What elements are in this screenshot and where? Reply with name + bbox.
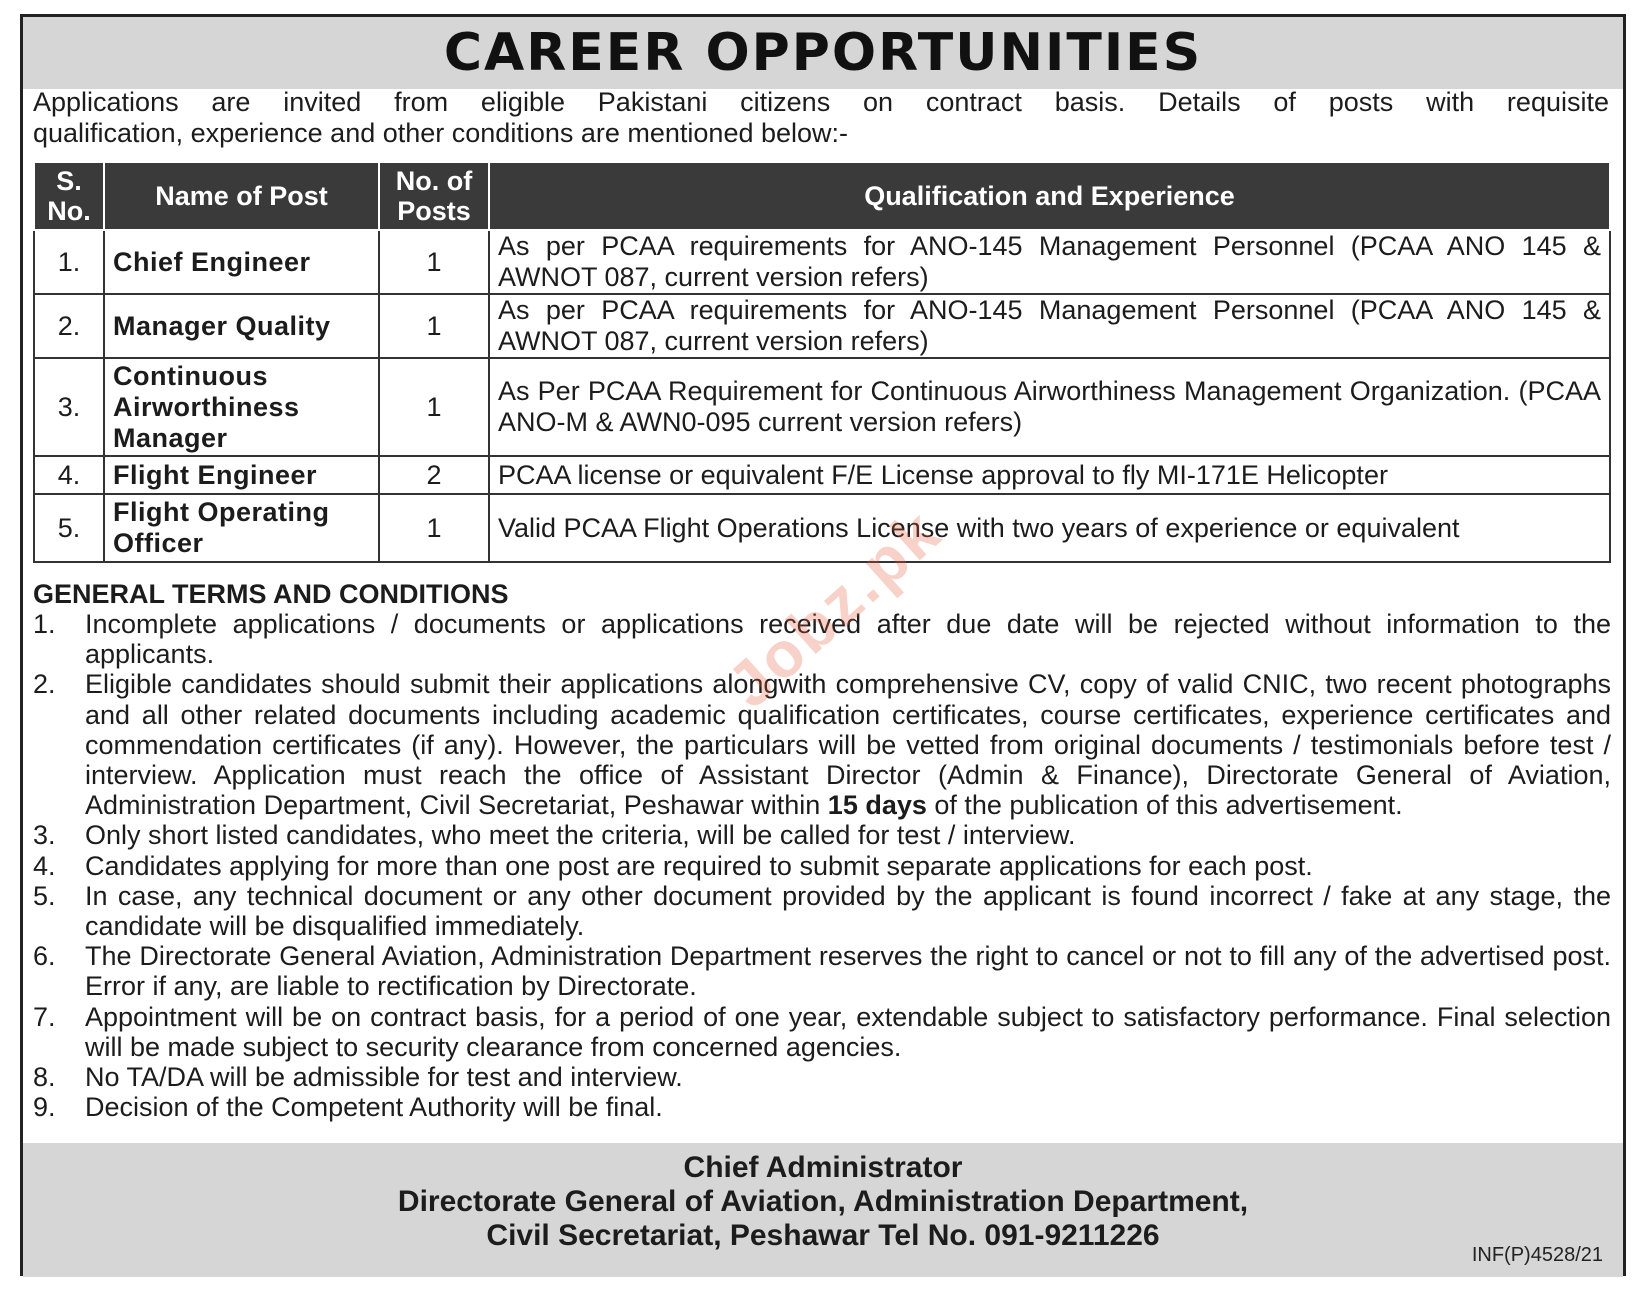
list-item — [33, 609, 1611, 669]
row-sno: 4. — [34, 456, 104, 494]
term-text: In case, any technical document or any other document provided by the applicant is found incorrect / fake at any stage, the candidate will be disqualified immediately. — [85, 880, 1611, 942]
advertisement — [20, 14, 1626, 1276]
term-deadline: 15 days — [827, 790, 927, 821]
row-post-name: Flight Operating Officer — [104, 494, 379, 562]
list-item — [33, 669, 1611, 820]
row-post-count: 1 — [379, 294, 489, 358]
footer-department: Directorate General of Aviation, Administration Department, — [397, 1185, 1249, 1218]
term-number: 6. — [33, 941, 56, 972]
list-item — [33, 941, 1611, 1001]
row-sno: 5. — [34, 494, 104, 562]
row-qualification: As Per PCAA Requirement for Continuous Airworthiness Management Organization. (PCAA ANO-M & AWN0-095 current version refers) — [489, 358, 1610, 456]
term-text: Candidates applying for more than one post are required to submit separate applications for each post. — [85, 850, 1313, 881]
watermark: Jobz.pk — [713, 494, 955, 722]
intro-paragraph — [33, 87, 1609, 149]
row-post-count: 1 — [379, 358, 489, 456]
table-row — [34, 358, 1610, 456]
posts-table — [33, 161, 1611, 563]
row-sno: 1. — [34, 230, 104, 294]
row-post-name: Manager Quality — [104, 294, 379, 358]
table-row — [34, 456, 1610, 494]
term-text — [85, 669, 1611, 820]
term-number: 1. — [33, 609, 56, 639]
term-text: Incomplete applications / documents or applications received after due date will be rejected without information to the applicants. — [85, 609, 1611, 670]
term-number: 8. — [33, 1062, 56, 1093]
row-qualification: As per PCAA requirements for ANO-145 Management Personnel (PCAA ANO 145 & AWNOT 087, current version refers) — [489, 294, 1610, 358]
term-text: Only short listed candidates, who meet the criteria, will be called for test / interview. — [85, 820, 1076, 851]
page-title: CAREER OPPORTUNITIES — [443, 23, 1203, 83]
intro-line-2: qualification, experience and other conditions are mentioned below:- — [33, 118, 849, 148]
list-item — [33, 851, 1611, 881]
row-sno: 2. — [34, 294, 104, 358]
term-number: 2. — [33, 669, 56, 700]
list-item — [33, 1092, 1611, 1122]
term-text-part: Eligible candidates should submit their applications alongwith comprehensive CV, copy of valid CNIC, two recent photographs and all other related documents including academic qualification certificates, course certificates, experience certificates and commendation certificates (if any). However, the particulars will be vetted from original documents / testimonials before test / interview. Application must reach the office of Assistant Director (Admin & Finance), Directorate General of Aviation, Administration Department, Civil Secretariat, Peshawar within — [85, 669, 1611, 821]
row-post-name: Flight Engineer — [104, 456, 379, 494]
row-post-name: Continuous Airworthiness Manager — [104, 358, 379, 456]
row-sno: 3. — [34, 358, 104, 456]
row-post-count: 1 — [379, 230, 489, 294]
header-name: Name of Post — [104, 162, 379, 230]
terms-list — [33, 609, 1611, 1122]
header-posts: No. of Posts — [379, 162, 489, 230]
header-qualification: Qualification and Experience — [489, 162, 1610, 230]
table-row — [34, 494, 1610, 562]
intro-line-1: Applications are invited from eligible Pakistani citizens on contract basis. Details of posts with requisite — [33, 87, 1609, 117]
footer-address: Civil Secretariat, Peshawar Tel No. 091-9211226 — [486, 1219, 1160, 1252]
list-item — [33, 1002, 1611, 1062]
term-number: 4. — [33, 850, 56, 881]
table-row — [34, 294, 1610, 358]
row-qualification: Valid PCAA Flight Operations License with two years of experience or equivalent — [489, 494, 1610, 562]
term-number: 5. — [33, 880, 56, 911]
term-text: Decision of the Competent Authority will be final. — [85, 1092, 663, 1123]
reference-number: INF(P)4528/21 — [1471, 1244, 1603, 1266]
list-item — [33, 1062, 1611, 1092]
row-qualification: PCAA license or equivalent F/E License approval to fly MI-171E Helicopter — [489, 456, 1610, 494]
term-number: 7. — [33, 1001, 56, 1032]
term-text-part: of the publication of this advertisement. — [926, 790, 1403, 821]
row-post-name: Chief Engineer — [104, 230, 379, 294]
footer-signatory: Chief Administrator — [683, 1151, 963, 1184]
list-item — [33, 881, 1611, 941]
terms-heading: GENERAL TERMS AND CONDITIONS — [33, 579, 509, 609]
footer — [23, 1143, 1623, 1277]
term-text: No TA/DA will be admissible for test and interview. — [85, 1062, 683, 1093]
term-number: 3. — [33, 820, 56, 851]
term-text: Appointment will be on contract basis, for a period of one year, extendable subject to satisfactory performance. Final selection will be made subject to security clearance from concerned agencies. — [85, 1001, 1611, 1062]
row-post-count: 1 — [379, 494, 489, 562]
term-number: 9. — [33, 1092, 56, 1123]
row-qualification: As per PCAA requirements for ANO-145 Management Personnel (PCAA ANO 145 & AWNOT 087, current version refers) — [489, 230, 1610, 294]
term-text: The Directorate General Aviation, Administration Department reserves the right to cancel or not to fill any of the advertised post. Error if any, are liable to rectification by Directorate. — [85, 941, 1611, 1002]
row-post-count: 2 — [379, 456, 489, 494]
header-sno: S. No. — [34, 162, 104, 230]
table-header-row — [34, 162, 1610, 230]
title-bar — [23, 17, 1623, 89]
table-row — [34, 230, 1610, 294]
list-item — [33, 820, 1611, 850]
